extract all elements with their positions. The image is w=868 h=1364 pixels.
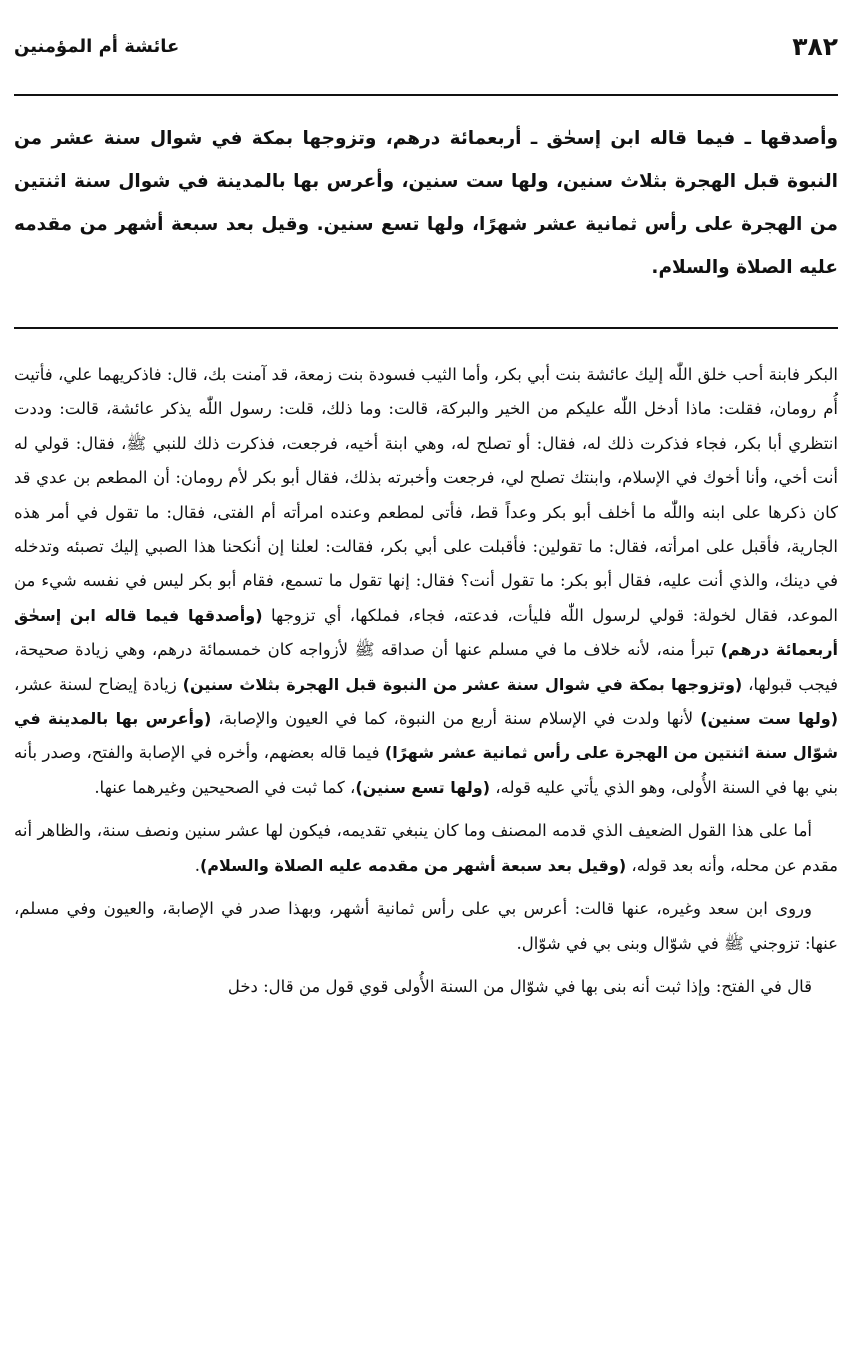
commentary-paragraph <box>14 892 838 961</box>
commentary-span: زيادة إيضاح لسنة عشر، <box>14 674 183 694</box>
quoted-phrase: (وأعرس بها بالمدينة في شوّال سنة اثنتين من الهجرة على رأس ثمانية عشر شهرًا) <box>14 709 839 763</box>
commentary-span: أما على هذا القول الضعيف الذي قدمه المصنف وما كان ينبغي تقديمه، فيكون لها عشر سنين ونصف سنة، والظاهر أنه مقدم عن محله، وأنه بعد قوله، <box>14 821 838 875</box>
quoted-phrase: (وتزوجها بمكة في شوال سنة عشر من النبوة قبل الهجرة بثلاث سنين) <box>182 674 743 694</box>
commentary-span: فيما قاله بعضهم، وأخره في الإصابة والفتح، وصدر بأنه بني بها في السنة الأُولى، وهو الذي يأتي عليه قوله، <box>14 743 838 797</box>
quoted-phrase: (ولها ست سنين) <box>700 709 839 729</box>
commentary-span: . <box>194 855 200 875</box>
commentary-span: لأنها ولدت في الإسلام سنة أربع من النبوة، كما في العيون والإصابة، <box>211 709 701 729</box>
commentary-paragraph <box>14 970 838 1004</box>
page-header <box>14 32 838 72</box>
quoted-phrase: (وأصدقها فيما قاله ابن إسحٰق أربعمائة درهم) <box>14 605 839 660</box>
quoted-phrase: (وقيل بعد سبعة أشهر من مقدمه عليه الصلاة والسلام) <box>199 855 627 875</box>
main-text: وأصدقها ـ فيما قاله ابن إسحٰق ـ أربعمائة درهم، وتزوجها بمكة في شوال سنة عشر من النبوة قبل الهجرة بثلاث سنين، ولها ست سنين، وأعرس بها بالمدينة في شوال سنة اثنتين من الهجرة على رأس ثمانية عشر شهرًا، ولها تسع سنين. وقيل بعد سبعة أشهر من مقدمه عليه الصلاة والسلام. <box>14 128 838 278</box>
header-rule <box>14 94 838 96</box>
commentary-text <box>14 358 838 1004</box>
section-rule <box>14 327 838 329</box>
commentary-span: قال في الفتح: وإذا ثبت أنه بنى بها في شوّال من السنة الأُولى قوي قول من قال: دخل <box>227 976 812 996</box>
quoted-phrase: (ولها تسع سنين) <box>355 777 491 797</box>
commentary-span: البكر فابنة أحب خلق اللّٰه إليك عائشة بنت أبي بكر، وأما الثيب فسودة بنت زمعة، قد آمنت بك، قال: فاذكريهما علي، فأتيت أُم رومان، فقلت: ماذا أدخل اللّٰه عليكم من الخير والبركة، قالت: وما ذلك، قلت: رسول اللّٰه يذكر عائشة، قالت: وددت انتظري أبا بكر، فجاء فذكرت ذلك له، فقال: أو تصلح له، وهي ابنة أخيه، فرجعت، فذكرت ذلك للنبي ﷺ، فقال: قولي له أنت أخي، وأنا أخوك في الإسلام، وابنتك تصلح لي، فرجعت وأخبرته بذلك، فقال أبو بكر لأم رومان: أن المطعم بن عدي قد كان ذكرها على ابنه واللّٰه ما أخلف أبو بكر وعداً قط، فأتى لمطعم وعنده امرأته أم الفتى، فقال: ما تقول في أمر هذه الجارية، فأقبل على امرأته، فقال: ما تقولين: فأقبلت على أبي بكر، فقالت: لعلنا إن أنكحنا هذا الصبي إليك تصبئه وتدخله في دينك، والذي أنت عليه، فقال أبو بكر: ما تقول أنت؟ فقال: إنها تقول ما تسمع، فقام أبو بكر ليس في نفسه شيء من الموعد، فقال لخولة: قولي لرسول اللّٰه فليأت، فدعته، فجاء، فملكها، أي تزوجها <box>14 365 838 625</box>
commentary-paragraph <box>14 358 838 805</box>
commentary-span: تبرأ منه، لأنه خلاف ما في مسلم عنها أن صداقه ﷺ لأزواجه كان خمسمائة درهم، وهي زيادة صحيحة، فيجب قبولها، <box>14 640 838 694</box>
commentary-span: وروى ابن سعد وغيره، عنها قالت: أعرس بي على رأس ثمانية أشهر، وبهذا صدر في الإصابة، والعيون وفي مسلم، عنها: تزوجني ﷺ في شوّال وبنى بي في شوّال. <box>14 899 838 953</box>
page-number: ٣٨٢ <box>792 32 838 61</box>
commentary-paragraph <box>14 814 838 883</box>
commentary-span: ، كما ثبت في الصحيحين وغيرهما عنها. <box>94 777 356 797</box>
running-title: عائشة أم المؤمنين <box>14 36 180 57</box>
